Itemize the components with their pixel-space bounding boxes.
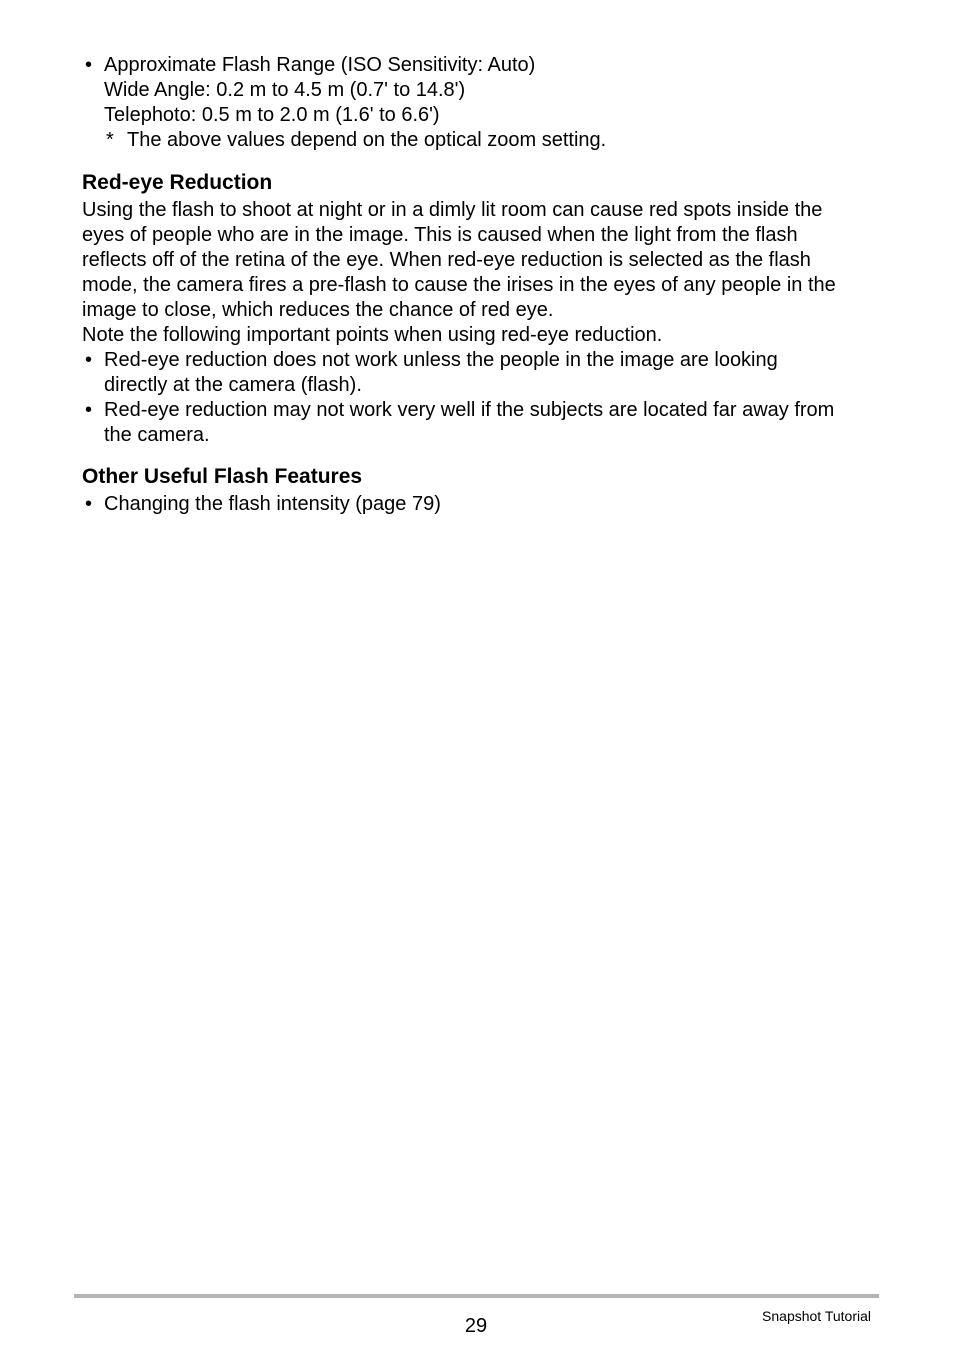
red-eye-paragraph-line: mode, the camera fires a pre-flash to cause the irises in the eyes of any people in the [82,274,836,296]
red-eye-note-intro: Note the following important points when using red-eye reduction. [82,324,663,346]
bullet-marker: • [85,493,93,515]
red-eye-paragraph-line: eyes of people who are in the image. This is caused when the light from the flash [82,224,798,246]
red-eye-bullet-line: Red-eye reduction may not work very well if the subjects are located far away from [104,399,835,421]
section-heading-red-eye: Red-eye Reduction [82,171,273,194]
flash-range-tele: Telephoto: 0.5 m to 2.0 m (1.6' to 6.6') [104,104,440,126]
flash-range-wide: Wide Angle: 0.2 m to 4.5 m (0.7' to 14.8') [104,79,466,101]
bullet-marker: • [85,54,93,76]
bullet-marker: • [85,399,93,421]
red-eye-paragraph-line: image to close, which reduces the chance of red eye. [82,299,554,321]
flash-range-note: The above values depend on the optical zoom setting. [127,129,607,151]
footer-divider [74,1294,879,1298]
red-eye-paragraph-line: reflects off of the retina of the eye. When red-eye reduction is selected as the flash [82,249,811,271]
red-eye-bullet-line: directly at the camera (flash). [104,374,362,396]
red-eye-bullet-line: Red-eye reduction does not work unless the people in the image are looking [104,349,778,371]
flash-range-title: Approximate Flash Range (ISO Sensitivity: Auto) [104,54,536,76]
red-eye-bullet-line: the camera. [104,424,210,446]
footnote-asterisk: * [106,129,114,151]
page-reference-link[interactable]: Changing the flash intensity (page 79) [104,493,441,515]
bullet-marker: • [85,349,93,371]
red-eye-paragraph-line: Using the flash to shoot at night or in a dimly lit room can cause red spots inside the [82,199,823,221]
page-number: 29 [464,1315,488,1337]
footer-section-title: Snapshot Tutorial [762,1308,871,1324]
section-heading-other-features: Other Useful Flash Features [82,465,363,488]
